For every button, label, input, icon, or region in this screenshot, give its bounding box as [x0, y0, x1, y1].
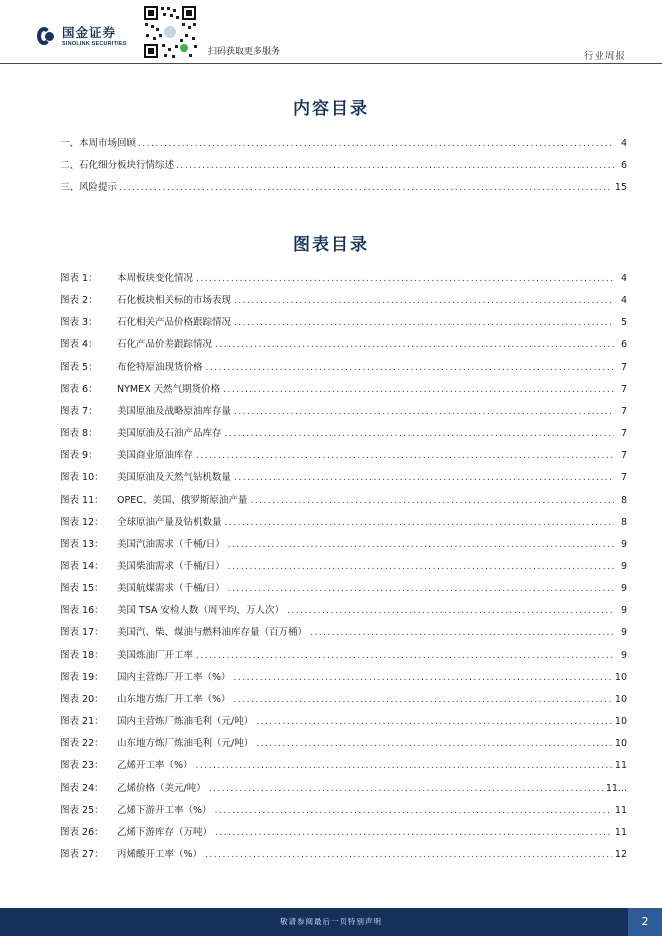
figure-entry-title: 美国 TSA 安检人数（周平均，万人次） [117, 605, 285, 617]
logo-en-text: SINOLINK SECURITIES [62, 40, 127, 47]
leader-dots [225, 518, 614, 528]
figure-entry[interactable] [60, 824, 627, 838]
leader-dots [205, 850, 612, 860]
figure-entry-title: 乙烯下游库存（万吨） [117, 826, 213, 838]
figure-entry-title: 石化相关产品价格跟踪情况 [117, 317, 232, 329]
footer-disclaimer: 敬请参阅最后一页特别声明 [280, 917, 382, 926]
figure-entry-label: 图表 14： [60, 561, 104, 572]
figure-entry-label: 图表 10： [60, 472, 104, 484]
figure-entry-page: 11 [614, 826, 627, 838]
leader-dots [215, 828, 612, 838]
leader-dots [287, 606, 614, 616]
leader-dots [196, 761, 612, 771]
figure-entry-label: 图表 25： [60, 804, 104, 816]
figure-entry-label: 图表 11： [60, 494, 104, 506]
figure-entry-label: 图表 20： [60, 693, 104, 705]
leader-dots [138, 139, 614, 149]
figure-entry-title: 美国汽油需求（千桶/日） [117, 538, 225, 550]
toc-title: 内容目录 [293, 99, 369, 119]
figure-entry-page: 7 [620, 428, 627, 439]
figure-entry-label: 图表 13： [60, 538, 104, 550]
leader-dots [234, 673, 612, 683]
figure-entry[interactable] [60, 713, 627, 727]
toc-entry-page: 15 [614, 182, 627, 193]
figure-entry-page: 8 [620, 494, 627, 506]
figure-entry-label: 图表 27： [60, 848, 104, 860]
figure-entry-page: 11 [614, 760, 627, 772]
header-divider [0, 63, 662, 64]
sinolink-logo [36, 26, 127, 48]
figure-entry[interactable] [60, 624, 627, 638]
leader-dots [215, 806, 612, 816]
figure-entry-page: 4 [620, 273, 627, 284]
figure-entry-title: 本周板块变化情况 [117, 273, 194, 284]
figure-entry-title: 国内主营炼厂开工率（%） [117, 671, 231, 683]
figure-entry[interactable] [60, 602, 627, 616]
leader-dots [215, 340, 614, 350]
figure-entry-label: 图表 16： [60, 605, 104, 617]
figure-entry-title: 美国原油及战略原油库存量 [117, 405, 232, 417]
figure-entry-page: 7 [620, 472, 627, 484]
figure-entry-label: 图表 4： [60, 339, 98, 351]
figure-entry-label: 图表 7： [60, 405, 98, 417]
figure-entry-title: 布伦特原油现货价格 [117, 361, 203, 373]
leader-dots [196, 651, 614, 661]
figure-entry[interactable] [60, 359, 627, 373]
qr-code-icon[interactable] [142, 4, 198, 60]
figure-entry[interactable] [60, 381, 627, 395]
figure-entry-page: 9 [620, 627, 627, 639]
figure-entry[interactable] [60, 558, 627, 572]
page-footer [0, 908, 662, 936]
figure-entry-label: 图表 21： [60, 716, 104, 727]
figure-entry-title: 美国汽、柴、煤油与燃料油库存量（百万桶） [117, 627, 308, 639]
figure-entry-label: 图表 19： [60, 671, 104, 683]
figure-entry[interactable] [60, 580, 627, 594]
figure-entry-title: OPEC、美国、俄罗斯原油产量 [117, 494, 248, 506]
figure-entry[interactable] [60, 403, 627, 417]
figure-entry-page: 10 [614, 738, 627, 750]
leader-dots [223, 385, 614, 395]
toc-entry[interactable] [60, 135, 627, 149]
figure-entry-label: 图表 1： [60, 273, 98, 284]
figure-entry-page: 7 [620, 361, 627, 373]
leader-dots [234, 407, 614, 417]
toc-entry-label: 三、风险提示 [60, 182, 118, 193]
figure-entry-label: 图表 24： [60, 782, 104, 794]
page-number: 2 [628, 908, 662, 936]
figure-entry-page: 9 [620, 605, 627, 617]
figure-entry[interactable] [60, 780, 627, 794]
figure-entry[interactable] [60, 514, 627, 528]
figure-entry[interactable] [60, 691, 627, 705]
figure-entry-label: 图表 26： [60, 826, 104, 838]
figure-entry-page: 7 [620, 450, 627, 462]
figure-entry-page: 10 [614, 693, 627, 705]
figure-entry-page: 6 [620, 339, 627, 351]
figure-entry-title: 美国柴油需求（千桶/日） [117, 561, 225, 572]
figure-entry[interactable] [60, 292, 627, 306]
leader-dots [225, 429, 614, 439]
leader-dots [206, 363, 614, 373]
figure-entry-page: 11 [614, 804, 627, 816]
figure-entry-label: 图表 2： [60, 295, 98, 307]
figure-entry[interactable] [60, 492, 627, 506]
figure-entry-label: 图表 12： [60, 516, 104, 528]
figure-entry-page: 11... [605, 782, 627, 794]
figure-entry-label: 图表 17： [60, 627, 104, 639]
figure-entry-page: 10 [614, 716, 627, 727]
figure-entry[interactable] [60, 647, 627, 661]
figure-entry-title: 国内主营炼厂炼油毛利（元/吨） [117, 716, 254, 727]
leader-dots [119, 183, 612, 193]
figure-entry-title: 山东地方炼厂开工率（%） [117, 693, 231, 705]
leader-dots [234, 318, 614, 328]
figure-entry-title: 美国原油及天然气钻机数量 [117, 472, 232, 484]
leader-dots [209, 784, 603, 794]
figure-entry-title: 乙烯下游开工率（%） [117, 804, 212, 816]
toc-entry-label: 一、本周市场回顾 [60, 138, 137, 149]
scan-prompt: 扫码获取更多服务 [208, 47, 281, 57]
toc-entry[interactable] [60, 157, 627, 171]
figure-entry-label: 图表 3： [60, 317, 98, 329]
figure-entry-page: 9 [620, 649, 627, 661]
figure-entry-label: 图表 18： [60, 649, 104, 661]
logo-cn-text: 国金证券 [62, 25, 117, 40]
leader-dots [234, 473, 614, 483]
figure-entry-page: 9 [620, 583, 627, 595]
figure-entry-label: 图表 22： [60, 738, 104, 750]
figure-entry-page: 5 [620, 317, 627, 329]
toc-entry-page: 4 [620, 138, 627, 149]
figure-entry-title: 全球原油产量及钻机数量 [117, 516, 222, 528]
figure-entry[interactable] [60, 425, 627, 439]
figures-title: 图表目录 [293, 235, 369, 255]
figure-entry-label: 图表 6： [60, 383, 98, 395]
figure-entry[interactable] [60, 536, 627, 550]
figure-entry[interactable] [60, 802, 627, 816]
leader-dots [196, 451, 614, 461]
figure-entry-page: 9 [620, 561, 627, 572]
figure-entry[interactable] [60, 735, 627, 749]
leader-dots [228, 540, 614, 550]
leader-dots [250, 496, 614, 506]
figure-entry[interactable] [60, 447, 627, 461]
figure-entry[interactable] [60, 846, 627, 860]
figure-entry-label: 图表 5： [60, 361, 98, 373]
toc-entry-page: 6 [620, 160, 627, 171]
figure-entry-title: NYMEX 天然气期货价格 [117, 383, 221, 395]
figure-entry[interactable] [60, 757, 627, 771]
leader-dots [176, 161, 614, 171]
leader-dots [228, 584, 614, 594]
figure-entry-page: 4 [620, 295, 627, 307]
figure-entry-label: 图表 8： [60, 428, 98, 439]
figure-entry[interactable] [60, 469, 627, 483]
figure-entry-label: 图表 23： [60, 760, 104, 772]
leader-dots [256, 739, 612, 749]
figure-entry[interactable] [60, 669, 627, 683]
logo-mark-icon [36, 26, 58, 48]
toc-entry-label: 二、石化细分板块行情综述 [60, 160, 175, 171]
figure-entry[interactable] [60, 270, 627, 284]
leader-dots [234, 695, 612, 705]
figure-entry-page: 10 [614, 671, 627, 683]
leader-dots [228, 562, 614, 572]
leader-dots [256, 717, 612, 727]
page-header [0, 0, 662, 64]
figure-entry-label: 图表 15： [60, 583, 104, 595]
figure-entry-title: 石化板块相关标的市场表现 [117, 295, 232, 307]
figure-entry[interactable] [60, 336, 627, 350]
figure-entry[interactable] [60, 314, 627, 328]
figure-entry-page: 7 [620, 383, 627, 395]
figure-entry-page: 7 [620, 405, 627, 417]
figure-entry-label: 图表 9： [60, 450, 98, 462]
toc-entry[interactable] [60, 179, 627, 193]
figure-entry-page: 12 [614, 848, 627, 860]
figure-entry-title: 石化产品价差跟踪情况 [117, 339, 213, 351]
figure-entry-title: 乙烯价格（美元/吨） [117, 782, 206, 794]
figure-entry-title: 美国商业原油库存 [117, 450, 194, 462]
leader-dots [234, 296, 614, 306]
figure-entry-page: 8 [620, 516, 627, 528]
figure-entry-title: 美国炼油厂开工率 [117, 649, 194, 661]
leader-dots [196, 274, 614, 284]
leader-dots [310, 628, 614, 638]
figure-entry-title: 美国航煤需求（千桶/日） [117, 583, 225, 595]
figure-entry-title: 山东地方炼厂炼油毛利（元/吨） [117, 738, 254, 750]
figure-entry-page: 9 [620, 538, 627, 550]
figure-entry-title: 丙烯酸开工率（%） [117, 848, 203, 860]
figure-entry-title: 美国原油及石油产品库存 [117, 428, 222, 439]
figure-entry-title: 乙烯开工率（%） [117, 760, 193, 772]
report-type-label: 行业周报 [583, 51, 626, 62]
